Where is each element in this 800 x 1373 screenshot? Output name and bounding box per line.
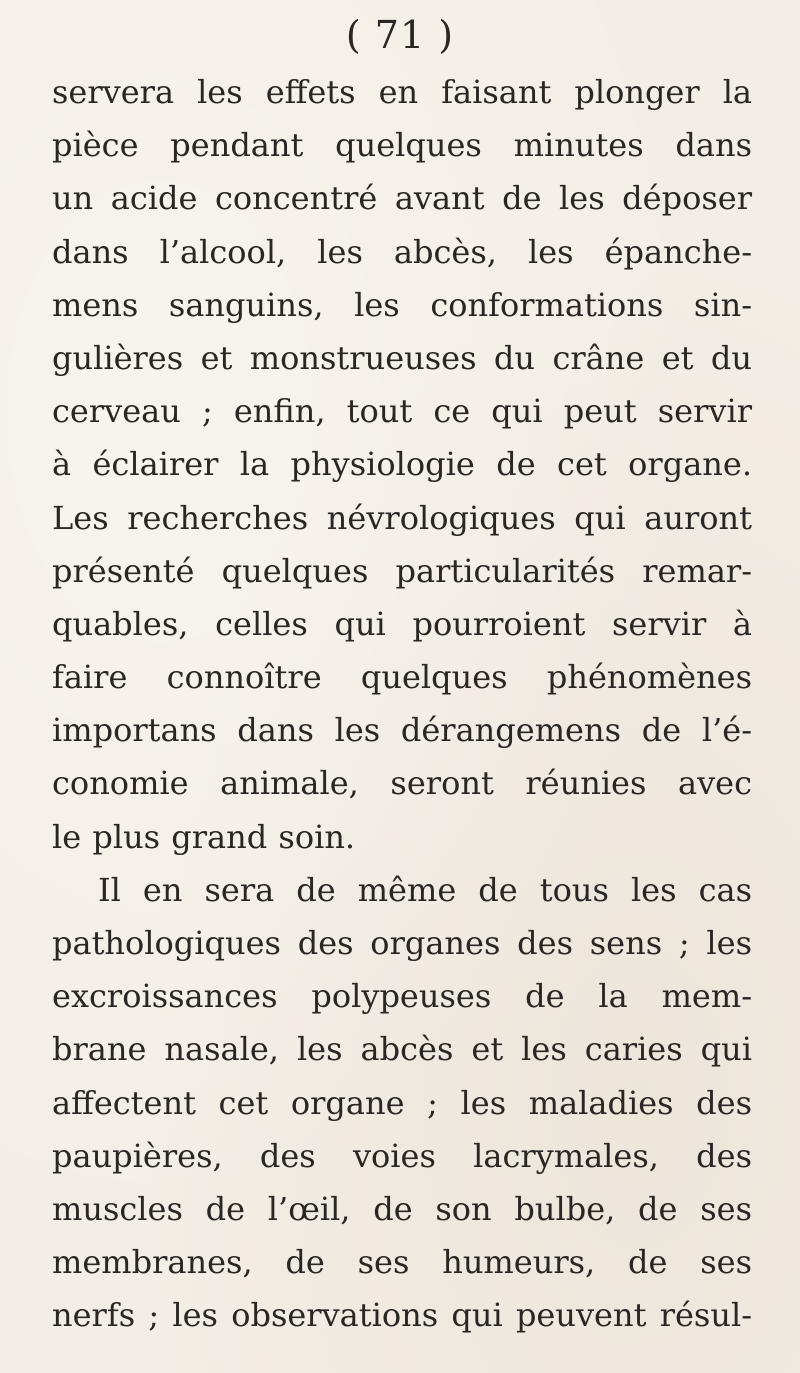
text-line: quables, celles qui pourroient servir à [52,604,752,643]
page-number: ( 71 ) [345,13,455,57]
text-line: servera les effets en faisant plonger la [52,73,752,111]
text-line: nerfs ; les observations qui peuvent résul- [52,1296,752,1335]
text-line: excroissances polypeuses de la mem- [52,977,752,1016]
text-line: dans l’alcool, les abcès, les épanche- [52,232,752,271]
text-line: cerveau ; enfin, tout ce qui peut servir [52,392,752,431]
text-line: membranes, de ses humeurs, de ses [52,1243,752,1282]
text-line: brane nasale, les abcès et les caries qui [52,1030,752,1069]
text-line: gulières et monstrueuses du crâne et du [52,338,752,377]
text-line: présenté quelques particularités remar- [52,551,752,590]
text-line: affectent cet organe ; les maladies des [52,1083,752,1122]
text-line: importans dans les dérangemens de l’é- [52,711,752,750]
text-line: muscles de l’œil, de son bulbe, de ses [52,1189,752,1228]
text-line: paupières, des voies lacrymales, des [52,1136,752,1175]
text-line: un acide concentré avant de les déposer [52,179,752,218]
text-line: pathologiques des organes des sens ; les [52,924,752,962]
text-line: faire connoître quelques phénomènes [52,658,752,697]
text-line: conomie animale, seront réunies avec [52,764,752,803]
text-line: à éclairer la physiologie de cet organe. [52,445,752,484]
body-text [52,66,752,1343]
text-line: le plus grand soin. [52,817,356,856]
text-line: Il en sera de même de tous les cas [98,870,752,909]
text-line: mens sanguins, les conformations sin- [52,285,752,324]
text-line: Les recherches névrologiques qui auront [52,498,752,537]
text-line: pièce pendant quelques minutes dans [52,126,752,165]
